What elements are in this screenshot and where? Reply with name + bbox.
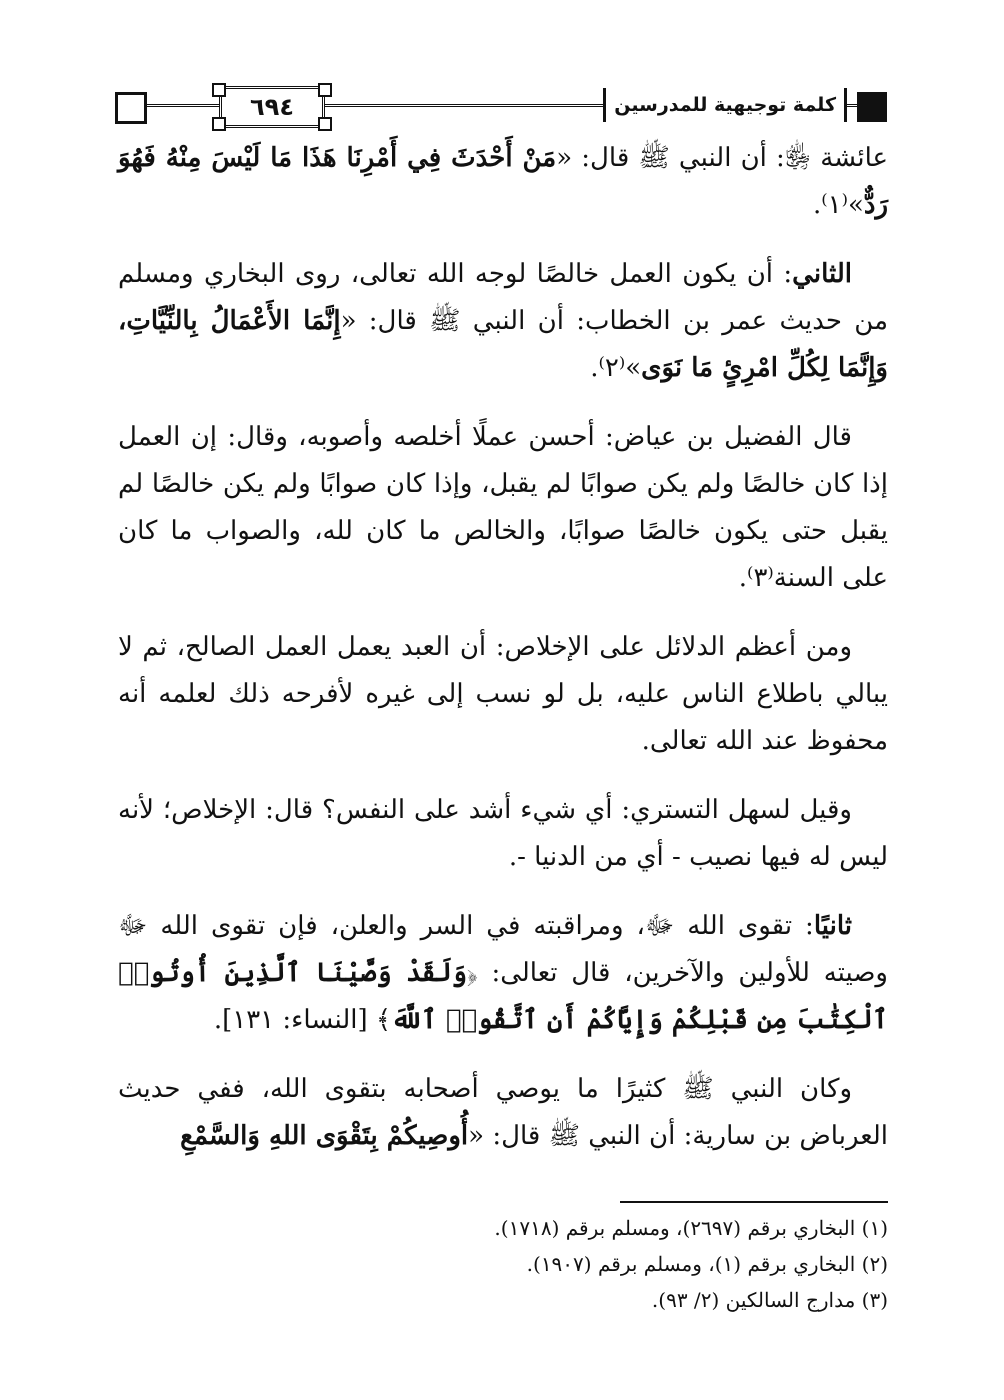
footnote-separator (620, 1201, 888, 1203)
emphasized-text: مَنْ أَحْدَثَ فِي أَمْرِنَا هَذَا مَا لَيْسَ مِنْهُ فَهُوَ رَدٌّ (118, 143, 888, 220)
main-text (118, 135, 888, 1182)
ornament-corner (318, 117, 332, 131)
page-header (115, 86, 887, 126)
paragraph-sahl-tustari (118, 787, 888, 881)
text-segment: : تقوى الله ﷻ، ومراقبته في السر والعلن، فإن تقوى الله ﷻ وصيته للأولين والآخرين، قال تعالى: ﴿ (118, 911, 888, 988)
emphasized-text: وَلَقَدْ وَصَّيْنَا ٱلَّذِينَ أُوتُوا۟ ٱلْكِتَٰبَ مِن قَبْلِكُمْ وَإِيَّاكُمْ أَنِ ٱتَّقُوا۟ ٱللَّهَ (118, 958, 888, 1035)
emphasized-text: الثاني (792, 259, 852, 289)
page-number-box (219, 86, 325, 128)
paragraph-fudayl (118, 414, 888, 602)
text-segment: ﴾ [النساء: ١٣١]. (213, 1005, 392, 1035)
paragraph-second-condition (118, 251, 888, 392)
text-segment: ومن أعظم الدلائل على الإخلاص: أن العبد يعمل العمل الصالح، ثم لا يبالي باطلاع الناس عليه، بل لو نسب إلى غيره لأفرحه ذلك لعلمه أنه محفوظ عند الله تعالى. (118, 632, 888, 756)
paragraph-signs-ikhlas (118, 624, 888, 765)
emphasized-text: ثانيًا (813, 911, 852, 941)
footnotes (118, 1210, 888, 1318)
text-segment: وقيل لسهل التستري: أي شيء أشد على النفس؟ قال: الإخلاص؛ لأنه ليس له فيها نصيب - أي من الدنيا -. (118, 795, 888, 872)
paragraph-taqwa (118, 903, 888, 1044)
text-segment: : أن يكون العمل خالصًا لوجه الله تعالى، روى البخاري ومسلم من حديث عمر بن الخطاب: أن النبي ﷺ قال: « (118, 259, 888, 336)
ornament-corner (212, 83, 226, 97)
text-segment: قال الفضيل بن عياض: أحسن عملًا أخلصه وأصوبه، وقال: إن العمل إذا كان خالصًا ولم يكن صوابًا لم يقبل، وإذا كان صوابًا ولم يكن خالصًا لم يقبل حتى يكون خالصًا صوابًا، والخالص ما كان لله، والصواب ما كان على السنة⁽٣⁾. (118, 422, 888, 593)
paragraph-hadith-aisha (118, 135, 888, 229)
ornament-corner (212, 117, 226, 131)
emphasized-text: إِنَّمَا الأَعْمَالُ بِالنِّيَّاتِ، وَإِنَّمَا لِكُلِّ امْرِئٍ مَا نَوَى (118, 306, 888, 383)
text-segment: »⁽٢⁾. (590, 353, 642, 383)
text-segment: »⁽١⁾. (812, 190, 864, 220)
text-segment: عائشة ﵂: أن النبي ﷺ قال: « (556, 143, 889, 173)
footnote-1: (١) البخاري برقم (٢٦٩٧)، ومسلم برقم (١٧١٨). (494, 1216, 888, 1240)
footnote-2: (٢) البخاري برقم (١)، ومسلم برقم (١٩٠٧). (526, 1252, 888, 1276)
header-ornament-right (857, 92, 887, 122)
paragraph-irbad-hadith (118, 1066, 888, 1160)
ornament-corner (318, 83, 332, 97)
header-ornament-left (115, 92, 147, 124)
footnote-3: (٣) مدارج السالكين (٢/ ٩٣). (651, 1288, 888, 1312)
page-number: ٦٩٤ (250, 93, 294, 121)
running-title: كلمة توجيهية للمدرسين (603, 88, 847, 122)
emphasized-text: أُوصِيكُمْ بِتَقْوَى اللهِ وَالسَّمْعِ (180, 1121, 469, 1151)
text-segment: وكان النبي ﷺ كثيرًا ما يوصي أصحابه بتقوى الله، ففي حديث العرباض بن سارية: أن النبي ﷺ قال: « (118, 1074, 888, 1151)
